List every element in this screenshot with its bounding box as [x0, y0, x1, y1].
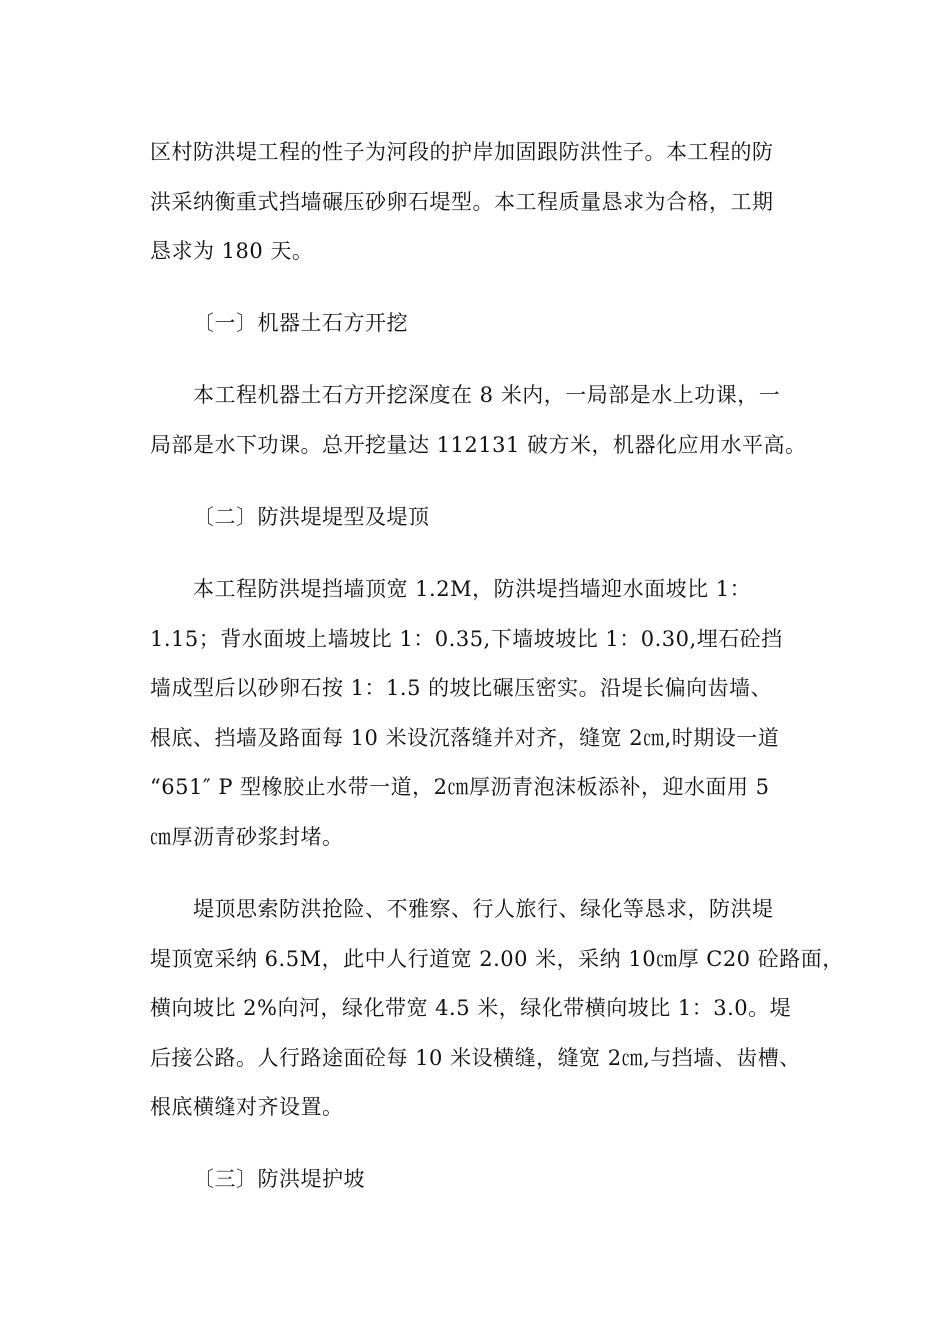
paragraph-4-line-3: 横向坡比 2%向河，绿化带宽 4.5 米，绿化带横向坡比 1：3.0。堤 [150, 996, 792, 1020]
paragraph-2-line-1: 本工程机器土石方开挖深度在 8 米内，一局部是水上功课，一 [193, 383, 781, 407]
section-heading-3: 〔三〕防洪堤护坡 [193, 1167, 365, 1191]
paragraph-3-line-3: 墙成型后以砂卵石按 1：1.5 的坡比碾压密实。沿堤长偏向齿墙、 [150, 676, 773, 700]
paragraph-1-line-3: 恳求为 180 天。 [150, 239, 314, 263]
paragraph-3-line-6: ㎝厚沥青砂浆封堵。 [150, 825, 344, 849]
paragraph-4-line-2: 堤顶宽采纳 6.5M，此中人行道宽 2.00 米，采纳 10㎝厚 C20 砼路面， [150, 947, 844, 971]
paragraph-4-line-4: 后接公路。人行路途面砼每 10 米设横缝，缝宽 2㎝,与挡墙、齿槽、 [150, 1046, 801, 1070]
paragraph-3-line-1: 本工程防洪堤挡墙顶宽 1.2M，防洪堤挡墙迎水面坡比 1： [193, 577, 752, 601]
paragraph-2-line-2: 局部是水下功课。总开挖量达 112131 破方米，机器化应用水平高。 [150, 433, 807, 457]
paragraph-4-line-5: 根底横缝对齐设置。 [150, 1095, 344, 1119]
paragraph-3-line-5: “651″ P 型橡胶止水带一道，2㎝厚沥青泡沫板添补，迎水面用 5 [150, 775, 770, 799]
paragraph-3-line-2: 1.15；背水面坡上墙坡比 1：0.35,下墙坡坡比 1：0.30,埋石砼挡 [150, 627, 783, 651]
paragraph-1-line-2: 洪采纳衡重式挡墙碾压砂卵石堤型。本工程质量恳求为合格，工期 [150, 190, 774, 214]
paragraph-3-line-4: 根底、挡墙及路面每 10 米设沉落缝并对齐，缝宽 2㎝,时期设一道 [150, 726, 780, 750]
paragraph-4-line-1: 堤顶思索防洪抢险、不雅察、行人旅行、绿化等恳求，防洪堤 [193, 897, 774, 921]
section-heading-1: 〔一〕机器土石方开挖 [193, 311, 408, 335]
paragraph-1-line-1: 区村防洪堤工程的性子为河段的护岸加固跟防洪性子。本工程的防 [150, 140, 774, 164]
section-heading-2: 〔二〕防洪堤堤型及堤顶 [193, 505, 430, 529]
